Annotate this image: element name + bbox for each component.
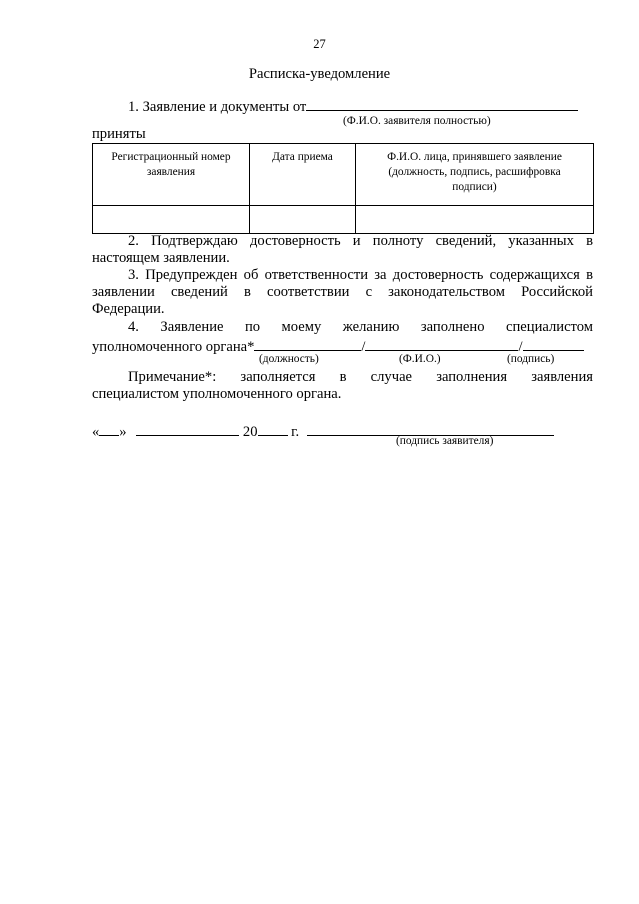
item-1-line: [128, 96, 578, 116]
year-field[interactable]: [258, 421, 288, 436]
signature-hint: (подпись): [507, 353, 555, 365]
day-field[interactable]: [99, 421, 119, 436]
close-quote: »: [119, 424, 127, 440]
month-field[interactable]: [136, 421, 239, 436]
cell-registration-number[interactable]: [93, 206, 250, 234]
slash-separator-2: /: [518, 339, 523, 355]
accepted-label: приняты: [92, 126, 146, 142]
item-1-text: 1. Заявление и документы от: [128, 99, 307, 115]
applicant-name-field[interactable]: [306, 96, 578, 111]
item-3-line-1: 3. Предупрежден об ответственности за достоверность содержащихся в: [128, 267, 593, 283]
item-4-line-1: 4. Заявление по моему желанию заполнено специалистом: [128, 319, 593, 335]
item-3-line-2: заявлении сведений в соответствии с законодательством Российской: [92, 284, 593, 300]
table-header-row: [93, 144, 594, 206]
applicant-signature-hint: (подпись заявителя): [396, 435, 494, 447]
position-hint: (должность): [259, 353, 319, 365]
open-quote: «: [92, 424, 100, 440]
receipt-table: [92, 143, 594, 234]
item-3-line-3: Федерации.: [92, 301, 165, 317]
specialist-position-field[interactable]: [254, 336, 361, 351]
cell-acceptance-date[interactable]: [250, 206, 356, 234]
item-2-line-1: 2. Подтверждаю достоверность и полноту сведений, указанных в: [128, 233, 593, 249]
note-line-2: специалистом уполномоченного органа.: [92, 386, 342, 402]
cell-accepting-person[interactable]: [356, 206, 594, 234]
year-prefix: 20: [242, 424, 258, 440]
name-hint: (Ф.И.О.): [399, 353, 441, 365]
header-accepting-person: Ф.И.О. лица, принявшего заявление (должность, подпись, расшифровка подписи): [356, 144, 594, 206]
item-2-line-2: настоящем заявлении.: [92, 250, 230, 266]
year-suffix: г.: [291, 424, 300, 440]
page-number: 27: [313, 37, 326, 51]
note-line-1: Примечание*: заполняется в случае заполнения заявления: [128, 369, 593, 385]
applicant-signature-field[interactable]: [307, 421, 554, 436]
header-registration-number: Регистрационный номер заявления: [93, 144, 250, 206]
table-row: [93, 206, 594, 234]
slash-separator-1: /: [361, 339, 366, 355]
authority-label: уполномоченного органа*: [92, 339, 255, 355]
header-acceptance-date: Дата приема: [250, 144, 356, 206]
specialist-signature-field[interactable]: [523, 336, 584, 351]
specialist-name-field[interactable]: [365, 336, 518, 351]
document-title: Расписка-уведомление: [248, 66, 391, 82]
applicant-name-hint: (Ф.И.О. заявителя полностью): [343, 115, 491, 127]
